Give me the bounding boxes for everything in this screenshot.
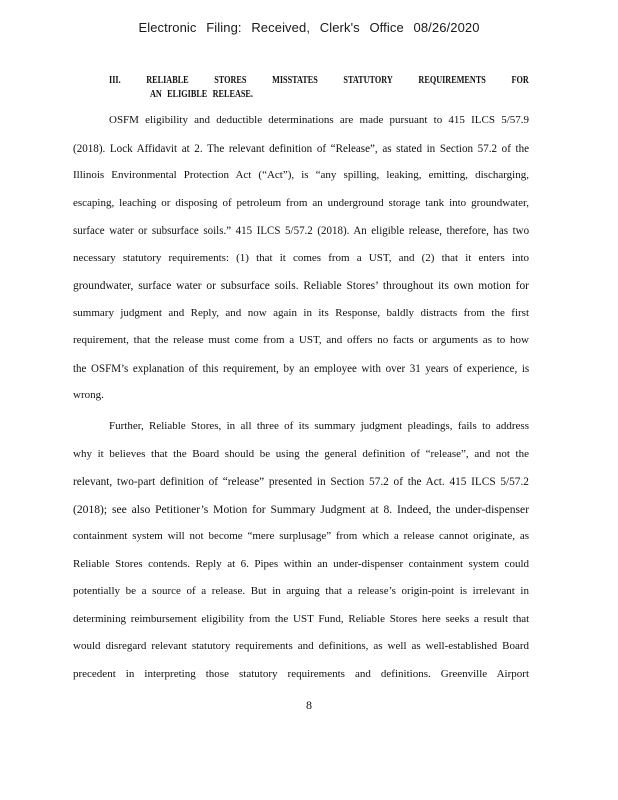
heading-word: STATUTORY — [343, 75, 393, 86]
text-line: requirement, that the release must come from a UST, and offers no facts or arguments as to how — [73, 334, 529, 346]
heading-line-2: AN ELIGIBLE RELEASE. — [150, 89, 253, 100]
text-line: precedent in interpreting those statutory requirements and definitions. Greenville Airport — [73, 667, 529, 680]
paragraph-1 — [73, 107, 529, 410]
text-line: the OSFM’s explanation of this requirement, by an employee with over 31 years of experience, is — [73, 360, 530, 375]
heading-word: REQUIREMENTS — [418, 75, 486, 86]
text-line: (2018). Lock Affidavit at 2. The relevant definition of “Release”, as stated in Section 57.2 of the — [73, 140, 530, 155]
page-number: 8 — [306, 698, 312, 712]
paragraph-2 — [73, 413, 529, 688]
text-line: (2018); see also Petitioner’s Motion for Summary Judgment at 8. Indeed, the under-dispenser — [73, 501, 530, 516]
text-line: potentially be a source of a release. But in arguing that a release’s origin-point is irrelevant in — [73, 585, 529, 597]
text-line: relevant, two-part definition of “release” presented in Section 57.2 of the Act. 415 ILCS 5/57.2 — [73, 474, 529, 488]
text-line: Reliable Stores contends. Reply at 6. Pipes within an under-dispenser containment system could — [73, 557, 529, 570]
section-heading — [109, 74, 529, 102]
text-line: determining reimbursement eligibility from the UST Fund, Reliable Stores here seeks a result that — [73, 612, 530, 625]
text-line: containment system will not become “mere surplusage” from which a release cannot originate, as — [73, 530, 529, 542]
filing-stamp-header: Electronic Filing: Received, Clerk's Office 08/26/2020 — [138, 20, 480, 35]
text-line: summary judgment and Reply, and now again in its Response, baldly distracts from the first — [73, 306, 529, 319]
text-line: OSFM eligibility and deductible determinations are made pursuant to 415 ILCS 5/57.9 — [109, 114, 529, 126]
text-line: groundwater, surface water or subsurface soils. Reliable Stores’ throughout its own motion for — [73, 278, 530, 292]
heading-word: MISSTATES — [272, 75, 318, 86]
text-line: escaping, leaching or disposing of petroleum from an underground storage tank into groundwater, — [73, 196, 529, 209]
text-line: why it believes that the Board should be using the general definition of “release”, and not the — [73, 447, 529, 460]
heading-number: III. — [109, 75, 121, 86]
heading-word: FOR — [511, 75, 529, 86]
heading-word: RELIABLE — [146, 75, 189, 86]
text-line: Illinois Environmental Protection Act (“Act”), is “any spilling, leaking, emitting, discharging, — [73, 169, 529, 181]
text-line: necessary statutory requirements: (1) that it comes from a UST, and (2) that it enters into — [73, 251, 529, 264]
heading-word: STORES — [214, 75, 247, 86]
text-line: Further, Reliable Stores, in all three of its summary judgment pleadings, fails to address — [109, 420, 529, 432]
text-line: surface water or subsurface soils.” 415 ILCS 5/57.2 (2018). An eligible release, therefore, has two — [73, 223, 530, 237]
text-line: would disregard relevant statutory requirements and definitions, as well as well-established Board — [73, 640, 529, 652]
text-line: wrong. — [73, 389, 104, 401]
